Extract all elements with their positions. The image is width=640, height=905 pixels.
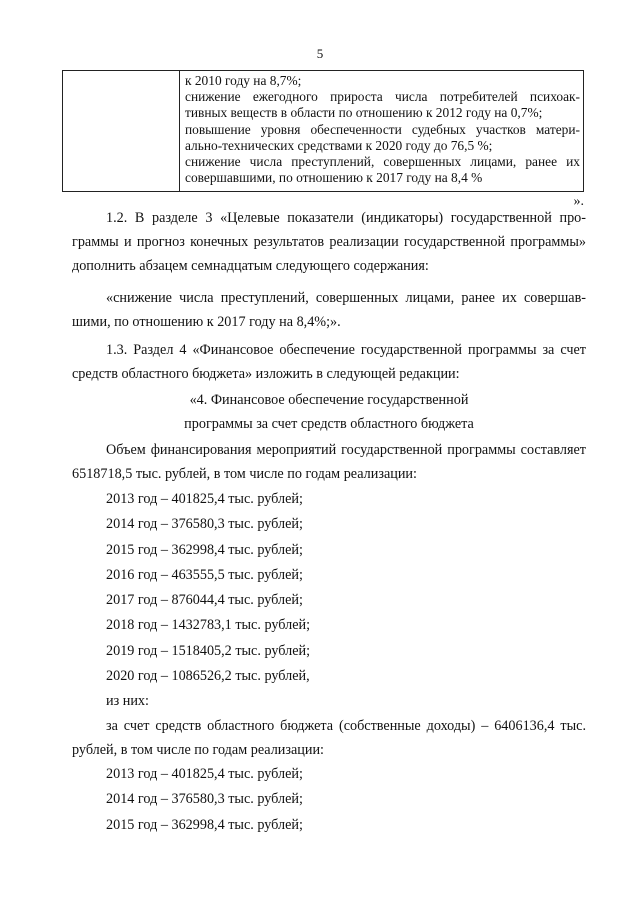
paragraph-quote [72, 286, 586, 334]
years-own-list [72, 762, 586, 838]
indicators-table [62, 70, 584, 192]
table-line: совершавшими, по отношению к 2017 году на 8,4 % [185, 170, 483, 186]
year-item: 2015 год – 362998,4 тыс. рублей; [106, 816, 303, 833]
paragraph-financing [72, 438, 586, 486]
paragraph-line: за счет средств областного бюджета (собственные доходы) – 6406136,4 тыс. [106, 718, 586, 734]
table-line: тивных веществ в области по отношению к 2012 году на 0,7%; [185, 105, 543, 121]
paragraph-line: дополнить абзацем семнадцатым следующего содержания: [72, 258, 429, 274]
paragraph-line: 6518718,5 тыс. рублей, в том числе по годам реализации: [72, 466, 417, 482]
paragraph-line: 1.2. В разделе 3 «Целевые показатели (индикаторы) государственной про- [106, 210, 586, 226]
year-item: 2013 год – 401825,4 тыс. рублей; [106, 766, 303, 782]
paragraph-own-income [72, 714, 586, 762]
year-item: 2018 год – 1432783,1 тыс. рублей; [106, 617, 311, 634]
year-item: 2014 год – 376580,3 тыс. рублей; [106, 516, 303, 533]
paragraph-1-2 [72, 206, 586, 278]
heading-line: программы за счет средств областного бюджета [184, 416, 474, 432]
table-line: снижение ежегодного прироста числа потребителей психоак- [185, 89, 580, 105]
section-heading [72, 388, 586, 436]
closing-quote: ». [573, 194, 584, 209]
table-line: снижение числа преступлений, совершенных лицами, ранее их [185, 154, 580, 170]
years-total-list [72, 487, 586, 715]
table-left-cell [63, 71, 180, 191]
table-right-cell [185, 73, 580, 186]
year-item: 2016 год – 463555,5 тыс. рублей; [106, 566, 303, 583]
table-line: ально-технических средствами к 2020 году до 76,5 %; [185, 137, 493, 153]
heading-line: «4. Финансовое обеспечение государственной [189, 392, 469, 408]
paragraph-line: Объем финансирования мероприятий государственной программы составляет [106, 442, 586, 458]
year-item: 2020 год – 1086526,2 тыс. рублей, [106, 668, 310, 685]
paragraph-line: шими, по отношению к 2017 году на 8,4%;». [72, 314, 341, 330]
paragraph-line: граммы и прогноз конечных результатов реализации государственной программы» [72, 234, 586, 250]
year-item: 2014 год – 376580,3 тыс. рублей; [106, 791, 303, 808]
table-line: повышение уровня обеспеченности судебных участков матери- [185, 121, 580, 137]
year-item: 2013 год – 401825,4 тыс. рублей; [106, 491, 303, 507]
paragraph-line: средств областного бюджета» изложить в следующей редакции: [72, 366, 460, 382]
page-number: 5 [316, 46, 324, 61]
paragraph-line: 1.3. Раздел 4 «Финансовое обеспечение государственной программы за счет [106, 342, 586, 358]
year-item: 2017 год – 876044,4 тыс. рублей; [106, 592, 303, 609]
paragraph-line: «снижение числа преступлений, совершенных лицами, ранее их совершав- [106, 290, 586, 306]
year-item: 2015 год – 362998,4 тыс. рублей; [106, 541, 303, 558]
paragraph-1-3 [72, 338, 586, 386]
year-item: 2019 год – 1518405,2 тыс. рублей; [106, 642, 311, 659]
paragraph-line: рублей, в том числе по годам реализации: [72, 742, 324, 758]
table-line: к 2010 году на 8,7%; [185, 73, 302, 88]
of-them-label: из них: [106, 693, 149, 710]
